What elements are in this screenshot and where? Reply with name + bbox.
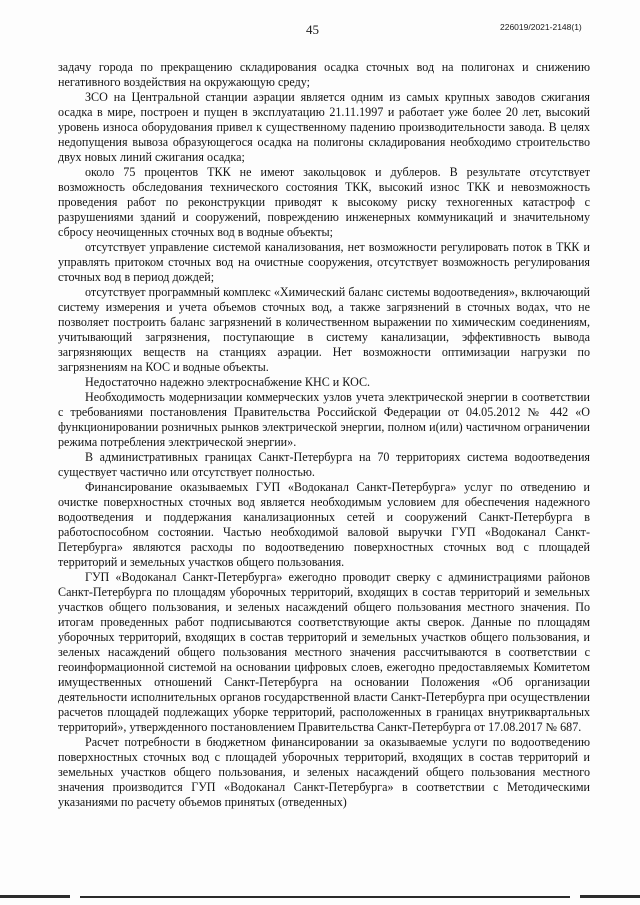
paragraph: отсутствует программный комплекс «Химический баланс системы водоотведения», включающий систему измерения и учета объемов сточных вод, а также загрязнений в сточных водах, что не позволяет построить баланс загрязнений в количественном выражении по химическим соединениям, учитывающий загрязнения, поступающие в систему канализации, эффективность вывода загрязняющих веществ на станциях аэрации. Нет возможности оптимизации нагрузки по загрязнениям на КОС и водные объекты. bbox=[58, 285, 590, 374]
scan-artifact-line bbox=[580, 895, 640, 898]
page-number: 45 bbox=[306, 22, 319, 37]
paragraph: задачу города по прекращению складирования осадка сточных вод на полигонах и снижению негативного воздействия на окружающую среду; bbox=[58, 60, 590, 89]
paragraph: Необходимость модернизации коммерческих узлов учета электрической энергии в соответствии с требованиями постановления Правительства Российской Федерации от 04.05.2012 № 442 «О функционировании розничных рынков электрической энергии, полном и(или) частичном ограничении режима потребления электрической энергии». bbox=[58, 390, 590, 449]
paragraph: Финансирование оказываемых ГУП «Водоканал Санкт-Петербурга» услуг по отведению и очистке поверхностных сточных вод является необходимым условием для обеспечения надежного водоотведения и поддержания канализационных сетей и сооружений Санкт-Петербурга в работоспособном состоянии. Частью необходимой валовой выручки ГУП «Водоканал Санкт-Петербурга» являются расходы по водоотведению поверхностных сточных вод с площадей территорий и земельных участков общего пользования. bbox=[58, 480, 590, 569]
scan-artifact-line bbox=[80, 896, 570, 898]
scan-artifact-line bbox=[0, 895, 70, 898]
paragraph: Расчет потребности в бюджетном финансировании за оказываемые услуги по водоотведению поверхностных сточных вод с площадей уборочных территорий, входящих в состав территорий и земельных участков общего пользования, и зеленых насаждений общего пользования местного значения производится ГУП «Водоканал Санкт-Петербурга» в соответствии с Методическими указаниями по расчету объемов принятых (отведенных) bbox=[58, 735, 590, 809]
paragraph: Недостаточно надежно электроснабжение КНС и КОС. bbox=[85, 375, 371, 389]
paragraph: В административных границах Санкт-Петербурга на 70 территориях система водоотведения существует частично или отсутствует полностью. bbox=[58, 450, 590, 479]
paragraph: ГУП «Водоканал Санкт-Петербурга» ежегодно проводит сверку с администрациями районов Санкт-Петербурга по площадям уборочных территорий, входящих в состав территорий и земельных участков общего пользования, и зеленых насаждений общего пользования местного значения. По итогам проведенных работ подписываются соответствующие акты сверок. Данные по площадям уборочных территорий, входящих в состав территорий и земельных участков общего пользования, и зеленых насаждений общего пользования местного значения рассчитываются в соответствии с геоинформационной системой на основании цифровых слоев, ежегодно предоставляемых Комитетом имущественных отношений Санкт-Петербурга на основании Положения «Об организации деятельности исполнительных органов государственной власти Санкт-Петербурга при осуществлении расчетов площадей подлежащих уборке территорий, расположенных в границах внутриквартальных территорий», утвержденного постановлением Правительства Санкт-Петербурга от 17.08.2017 № 687. bbox=[58, 570, 590, 734]
document-id: 226019/2021-2148(1) bbox=[500, 22, 582, 32]
paragraph: ЗСО на Центральной станции аэрации является одним из самых крупных заводов сжигания осадка в мире, построен и пущен в эксплуатацию 21.11.1997 и работает уже более 20 лет, высокий уровень износа оборудования привел к существенному падению производительности завода. В целях недопущения вывоза образующегося осадка на полигоны складирования необходимо строительство двух новых линий сжигания осадка; bbox=[58, 90, 590, 164]
paragraph: отсутствует управление системой канализования, нет возможности регулировать поток в ТКК и управлять притоком сточных вод на очистные сооружения, отсутствует возможность регулирования сточных вод в период дождей; bbox=[58, 240, 590, 284]
paragraph: около 75 процентов ТКК не имеют закольцовок и дублеров. В результате отсутствует возможность обследования технического состояния ТКК, высокий износ ТКК и невозможность проведения работ по реконструкции приводят к высокому риску техногенных катастроф с разрушениями зданий и сооружений, повреждению инженерных коммуникаций и значительному сбросу неочищенных сточных вод в водные объекты; bbox=[58, 165, 590, 239]
document-body bbox=[58, 60, 590, 810]
